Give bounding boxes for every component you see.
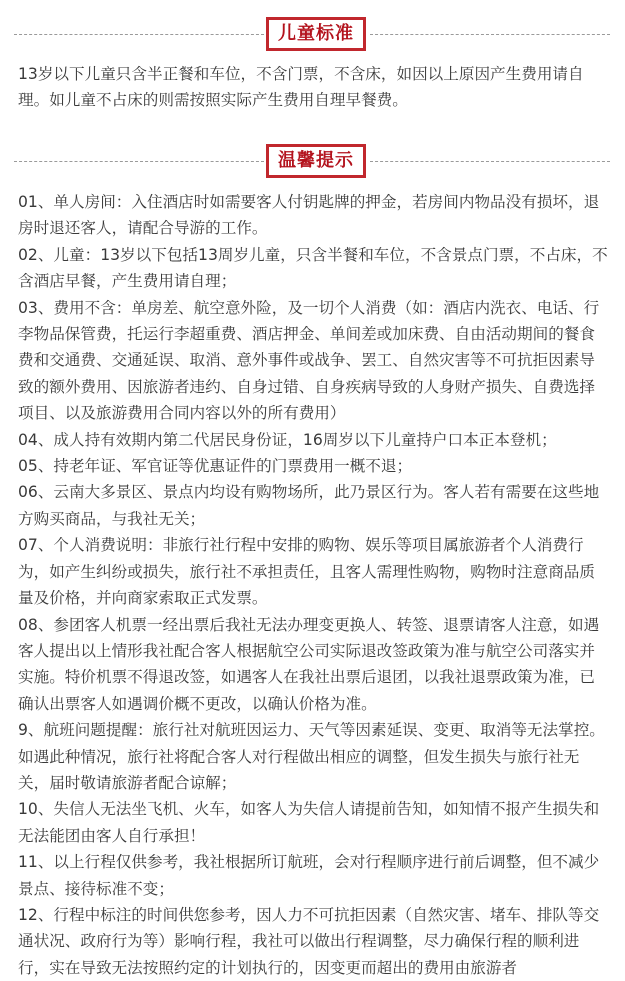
divider-right	[370, 34, 610, 35]
reminder-item: 11、以上行程仅供参考，我社根据所订航班，会对行程顺序进行前后调整，但不减少景点、接待标准不变；	[18, 853, 600, 898]
section-title: 儿童标准	[269, 20, 363, 48]
reminder-item: 10、失信人无法坐飞机、火车，如客人为失信人请提前告知，如知情不报产生损失和无法能团由客人自行承担！	[18, 800, 600, 845]
divider-left	[14, 161, 264, 162]
reminder-item: 12、行程中标注的时间供您参考，因人力不可抗拒因素（自然灾害、堵车、排队等交通状况、政府行为等）影响行程，我社可以做出行程调整，尽力确保行程的顺利进行，实在导致无法按照约定的计划执行的，因变更而超出的费用由旅游者	[18, 905, 600, 977]
reminders-body	[18, 189, 610, 981]
reminder-item: 03、费用不含：单房差、航空意外险，及一切个人消费（如：酒店内洗衣、电话、行李物品保管费，托运行李超重费、酒店押金、单间差或加床费、自由活动期间的餐食费和交通费、交通延误、取消、意外事件或战争、罢工、自然灾害等不可抗拒因素导致的额外费用、因旅游者违约、自身过错、自身疾病导致的人身财产损失、自费选择项目、以及旅游费用合同内容以外的所有费用）	[18, 298, 600, 423]
reminder-item: 07、个人消费说明：非旅行社行程中安排的购物、娱乐等项目属旅游者个人消费行为，如产生纠纷或损失，旅行社不承担责任，且客人需理性购物，购物时注意商品质量及价格，并向商家索取正式发票。	[18, 536, 595, 608]
paragraph: 13岁以下儿童只含半正餐和车位，不含门票，不含床，如因以上原因产生费用请自理。如儿童不占床的则需按照实际产生费用自理早餐费。	[18, 65, 584, 110]
reminder-item: 08、参团客人机票一经出票后我社无法办理变更换人、转签、退票请客人注意，如遇客人提出以上情形我社配合客人根据航空公司实际退改签政策为准与航空公司落实并实施。特价机票不得退改签，如遇客人在我社出票后退团，以我社退票政策为准，已确认出票客人如遇调价概不更改，以确认价格为准。	[18, 615, 600, 713]
reminder-item: 02、儿童：13岁以下包括13周岁儿童，只含半餐和车位，不含景点门票，不占床，不含酒店早餐，产生费用请自理；	[18, 245, 608, 291]
reminder-item: 05、持老年证、军官证等优惠证件的门票费用一概不退；	[18, 457, 413, 476]
reminder-item: 06、云南大多景区、景点内均设有购物场所，此乃景区行为。客人若有需要在这些地方购买商品，与我社无关；	[18, 483, 600, 528]
child-standard-body	[18, 61, 610, 114]
divider-left	[14, 34, 264, 35]
reminder-item: 04、成人持有效期内第二代居民身份证，16周岁以下儿童持户口本正本登机；	[18, 430, 557, 449]
reminder-item: 01、单人房间：入住酒店时如需要客人付钥匙牌的押金，若房间内物品没有损坏，退房时退还客人，请配合导游的工作。	[18, 193, 600, 238]
divider-right	[370, 161, 610, 162]
section-badge	[266, 144, 366, 178]
section-badge	[266, 17, 366, 51]
reminder-item: 9、航班问题提醒：旅行社对航班因运力、天气等因素延误、变更、取消等无法掌控。如遇此种情况，旅行社将配合客人对行程做出相应的调整，但发生损失与旅行社无关，届时敬请旅游者配合谅解；	[18, 721, 605, 792]
reminders-header	[0, 142, 625, 182]
section-title: 温馨提示	[269, 147, 363, 175]
child-standard-header	[0, 15, 625, 55]
